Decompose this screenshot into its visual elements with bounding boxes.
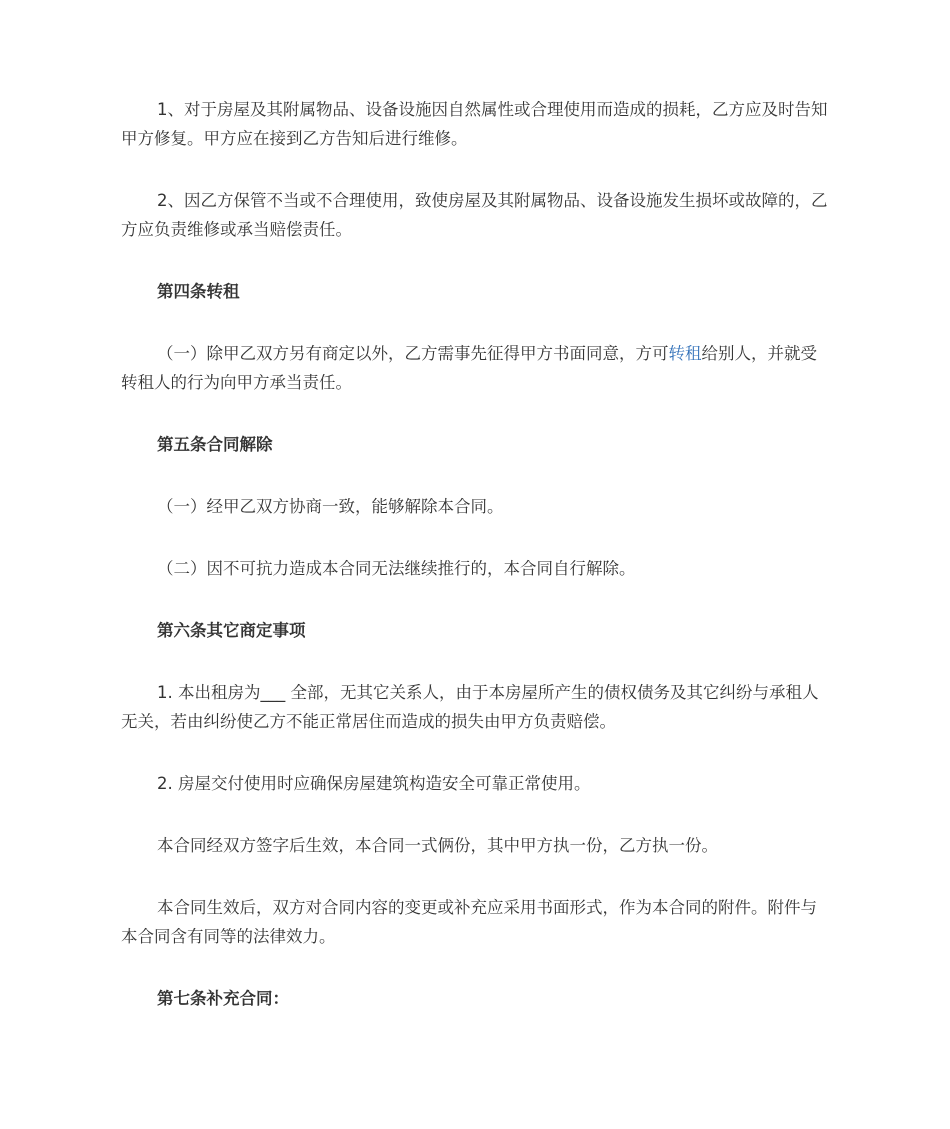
sublease-link[interactable]: 转租 [668, 344, 702, 363]
clause-paragraph-1 [121, 95, 833, 153]
paragraph-text: 2、因乙方保管不当或不合理使用，致使房屋及其附属物品、设备设施发生损坏或故障的，乙方应负责维修或承当赔偿责任。 [121, 191, 828, 239]
article-7-heading [121, 984, 833, 1013]
clause-paragraph-4 [121, 492, 833, 521]
paragraph-text: 1. 本出租房为___ 全部，无其它关系人，由于本房屋所产生的债权债务及其它纠纷与承租人无关，若由纠纷使乙方不能正常居住而造成的损失由甲方负责赔偿。 [121, 683, 819, 731]
paragraph-text: 2. 房屋交付使用时应确保房屋建筑构造安全可靠正常使用。 [157, 774, 591, 793]
article-5-heading [121, 430, 833, 459]
heading-text: 第七条补充合同： [157, 989, 289, 1008]
heading-text: 第五条合同解除 [157, 435, 273, 454]
clause-paragraph-8 [121, 831, 833, 860]
paragraph-text: 1、对于房屋及其附属物品、设备设施因自然属性或合理使用而造成的损耗，乙方应及时告知甲方修复。甲方应在接到乙方告知后进行维修。 [121, 100, 828, 148]
clause-paragraph-6 [121, 678, 833, 736]
paragraph-text-before-link: （一）除甲乙双方另有商定以外，乙方需事先征得甲方书面同意，方可 [157, 344, 669, 363]
paragraph-text: （二）因不可抗力造成本合同无法继续推行的，本合同自行解除。 [157, 559, 636, 578]
paragraph-text-after-link: 给别人，并就受转租人的行为向甲方承当责任。 [121, 344, 817, 392]
article-6-heading [121, 616, 833, 645]
clause-paragraph-9 [121, 893, 833, 951]
paragraph-text: 本合同经双方签字后生效，本合同一式俩份，其中甲方执一份，乙方执一份。 [157, 836, 718, 855]
heading-text: 第四条转租 [157, 282, 240, 301]
clause-paragraph-2 [121, 186, 833, 244]
heading-text: 第六条其它商定事项 [157, 621, 306, 640]
clause-paragraph-7 [121, 769, 833, 798]
clause-paragraph-3 [121, 339, 833, 397]
paragraph-text: （一）经甲乙双方协商一致，能够解除本合同。 [157, 497, 504, 516]
article-4-heading [121, 277, 833, 306]
clause-paragraph-5 [121, 554, 833, 583]
paragraph-text: 本合同生效后，双方对合同内容的变更或补充应采用书面形式，作为本合同的附件。附件与本合同含有同等的法律效力。 [121, 898, 817, 946]
paragraph-text [121, 339, 833, 397]
